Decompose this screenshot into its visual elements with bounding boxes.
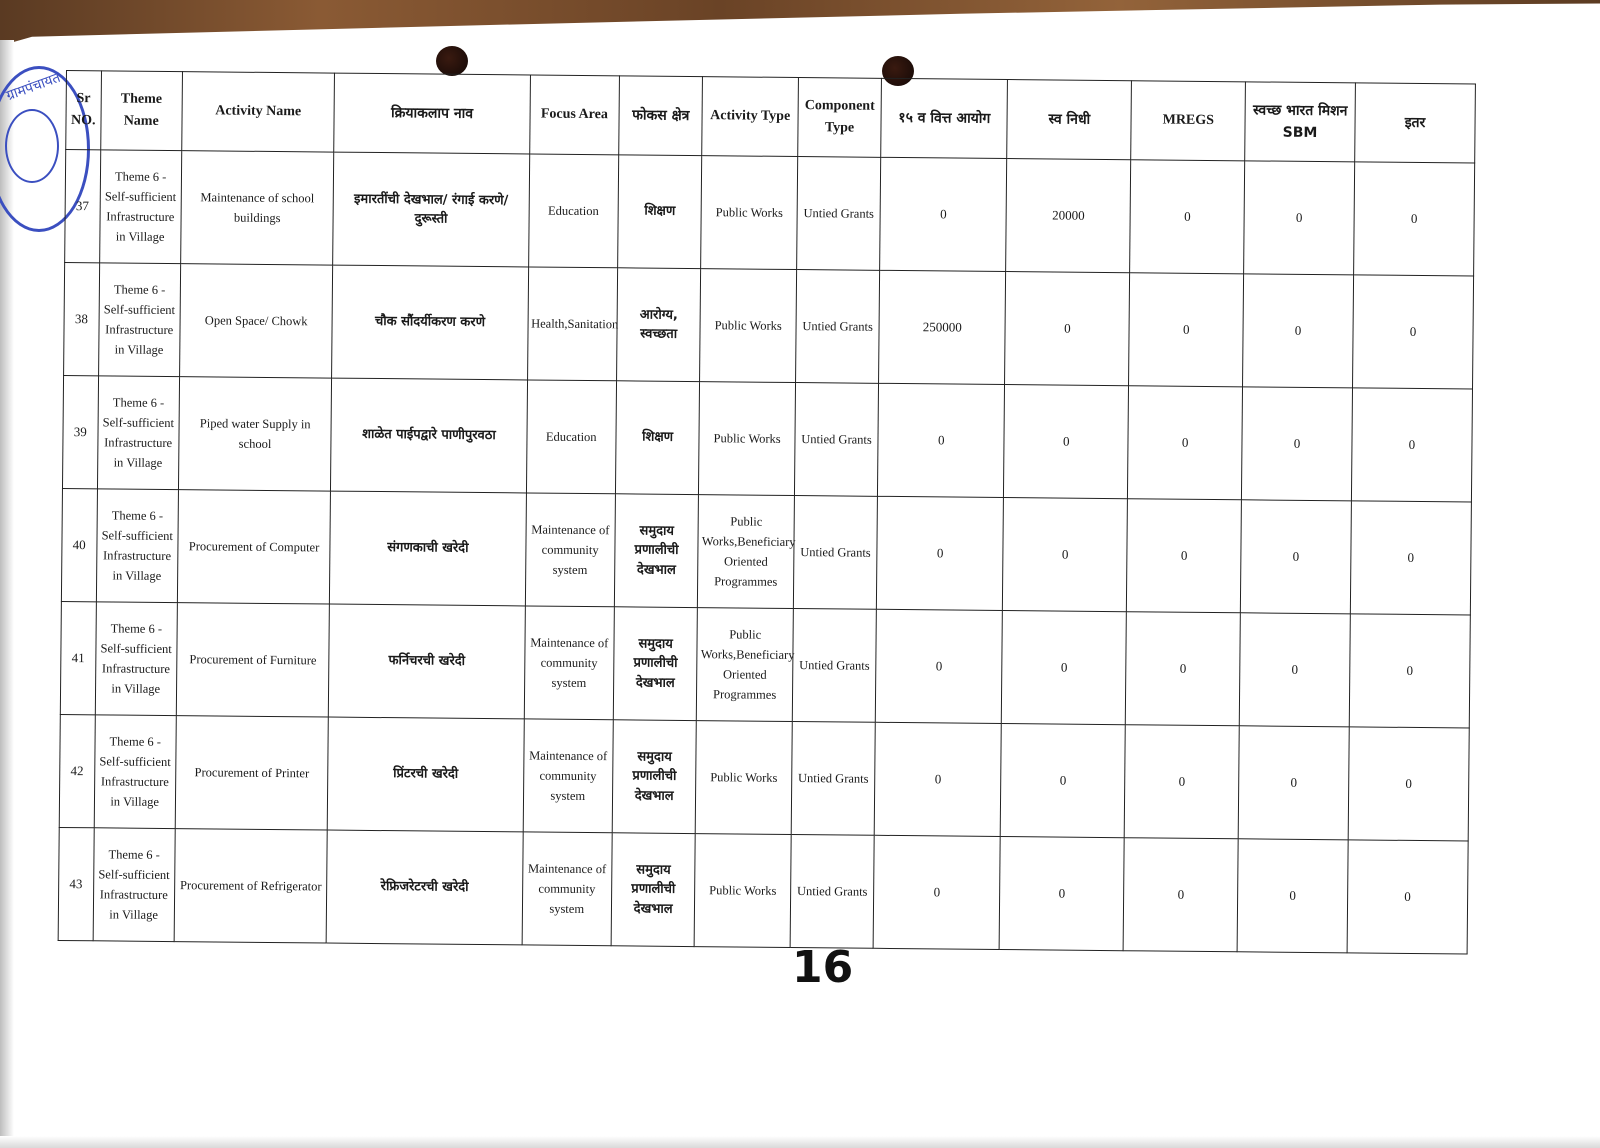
cell-sr: 38 bbox=[64, 262, 100, 375]
cell-sr: 41 bbox=[60, 601, 96, 714]
stamp-text: ग्रामपंचायत bbox=[4, 69, 63, 105]
cell-mregs: 0 bbox=[1123, 838, 1238, 952]
header-activity-type: Activity Type bbox=[702, 77, 798, 157]
cell-theme: Theme 6 - Self-sufficient Infrastructure in Village bbox=[99, 150, 181, 264]
cell-activity: Maintenance of school buildings bbox=[181, 151, 335, 265]
cell-focus-marathi: समुदाय प्रणालीची देखभाल bbox=[613, 607, 697, 721]
cell-sr: 40 bbox=[61, 488, 97, 601]
cell-focus-marathi: समुदाय प्रणालीची देखभाल bbox=[611, 833, 695, 947]
cell-mregs: 0 bbox=[1128, 386, 1243, 500]
cell-activity: Procurement of Refrigerator bbox=[174, 829, 328, 943]
cell-activity-type: Public Works,Beneficiary Oriented Programmes bbox=[698, 495, 795, 609]
cell-sbm: 0 bbox=[1244, 161, 1355, 275]
cell-focus-marathi: समुदाय प्रणालीची देखभाल bbox=[612, 720, 696, 834]
cell-other: 0 bbox=[1349, 614, 1470, 728]
cell-mregs: 0 bbox=[1127, 499, 1242, 613]
cell-activity-type: Public Works bbox=[696, 721, 793, 835]
header-theme-name: Theme Name bbox=[100, 71, 182, 151]
table-row bbox=[61, 488, 1471, 615]
header-focus-area: Focus Area bbox=[529, 75, 619, 155]
cell-own-fund: 20000 bbox=[1006, 159, 1131, 273]
cell-focus: Maintenance of community system bbox=[525, 493, 616, 607]
cell-fc15: 0 bbox=[878, 383, 1005, 497]
cell-activity: Procurement of Computer bbox=[177, 490, 331, 604]
cell-fc15: 0 bbox=[873, 835, 1000, 949]
cell-focus-marathi: शिक्षण bbox=[618, 155, 702, 269]
cell-mregs: 0 bbox=[1129, 273, 1244, 387]
cell-activity-type: Public Works bbox=[694, 834, 791, 948]
cell-focus: Health,Sanitation bbox=[527, 267, 618, 381]
cell-sr: 42 bbox=[59, 714, 95, 827]
cell-activity-marathi: इमारतींची देखभाल/ रंगाई करणे/ दुरूस्ती bbox=[333, 152, 529, 267]
cell-focus: Maintenance of community system bbox=[524, 606, 615, 720]
cell-focus-marathi: आरोग्य, स्वच्छता bbox=[617, 268, 701, 382]
cell-focus: Education bbox=[526, 380, 617, 494]
cell-fc15: 0 bbox=[874, 722, 1001, 836]
cell-focus: Maintenance of community system bbox=[523, 719, 614, 833]
cell-sbm: 0 bbox=[1241, 500, 1352, 614]
cell-sr: 43 bbox=[58, 827, 94, 940]
page-number: 16 bbox=[792, 942, 854, 993]
cell-mregs: 0 bbox=[1126, 612, 1241, 726]
cell-sbm: 0 bbox=[1238, 726, 1349, 840]
cell-own-fund: 0 bbox=[1004, 385, 1129, 499]
cell-component-type: Untied Grants bbox=[791, 722, 875, 836]
cell-component-type: Untied Grants bbox=[790, 834, 874, 948]
cell-theme: Theme 6 - Self-sufficient Infrastructure in Village bbox=[97, 376, 179, 490]
cell-other: 0 bbox=[1348, 727, 1469, 841]
header-own-fund: स्व निधी bbox=[1007, 80, 1132, 160]
header-15th-finance-commission: १५ व वित्त आयोग bbox=[881, 78, 1008, 158]
cell-other: 0 bbox=[1347, 840, 1468, 954]
cell-focus-marathi: समुदाय प्रणालीची देखभाल bbox=[614, 494, 698, 608]
header-activity-name-marathi: क्रियाकलाप नाव bbox=[334, 73, 530, 154]
cell-sr: 39 bbox=[62, 375, 98, 488]
activity-table-container bbox=[58, 70, 1476, 954]
cell-activity-type: Public Works bbox=[701, 156, 798, 270]
table-row bbox=[64, 262, 1474, 389]
header-sr-no: Sr NO. bbox=[66, 71, 101, 150]
cell-component-type: Untied Grants bbox=[797, 157, 881, 271]
cell-sr: 37 bbox=[65, 150, 101, 263]
cell-sbm: 0 bbox=[1239, 613, 1350, 727]
table-row bbox=[58, 827, 1468, 954]
cell-theme: Theme 6 - Self-sufficient Infrastructure in Village bbox=[95, 602, 177, 716]
cell-activity-type: Public Works,Beneficiary Oriented Programmes bbox=[697, 608, 794, 722]
cell-theme: Theme 6 - Self-sufficient Infrastructure in Village bbox=[96, 489, 178, 603]
cell-theme: Theme 6 - Self-sufficient Infrastructure in Village bbox=[94, 715, 176, 829]
cell-activity-type: Public Works bbox=[699, 382, 796, 496]
cell-activity: Procurement of Furniture bbox=[176, 603, 330, 717]
header-other: इतर bbox=[1355, 83, 1476, 163]
table-row bbox=[59, 714, 1469, 841]
page-bottom-edge bbox=[0, 1136, 1600, 1148]
header-component-type: Component Type bbox=[798, 78, 882, 158]
cell-theme: Theme 6 - Self-sufficient Infrastructure in Village bbox=[98, 263, 180, 377]
cell-focus: Maintenance of community system bbox=[522, 832, 613, 946]
cell-sbm: 0 bbox=[1243, 274, 1354, 388]
cell-activity-marathi: फर्निचरची खरेदी bbox=[329, 604, 525, 719]
cell-activity-marathi: शाळेत पाईपद्वारे पाणीपुरवठा bbox=[331, 378, 527, 493]
cell-fc15: 250000 bbox=[879, 270, 1006, 384]
cell-focus-marathi: शिक्षण bbox=[615, 381, 699, 495]
cell-activity-marathi: रेफ्रिजरेटरची खरेदी bbox=[326, 830, 522, 945]
table-header-row bbox=[66, 71, 1476, 164]
cell-component-type: Untied Grants bbox=[795, 270, 879, 384]
cell-other: 0 bbox=[1351, 388, 1472, 502]
cell-activity-marathi: प्रिंटरची खरेदी bbox=[328, 717, 524, 832]
header-activity-name: Activity Name bbox=[182, 72, 335, 152]
header-swachh-bharat-sbm: स्वच्छ भारत मिशन SBM bbox=[1245, 82, 1356, 162]
header-mregs: MREGS bbox=[1131, 81, 1246, 161]
cell-fc15: 0 bbox=[877, 496, 1004, 610]
cell-activity-marathi: संगणकाची खरेदी bbox=[330, 491, 526, 606]
cell-sbm: 0 bbox=[1242, 387, 1353, 501]
header-focus-area-marathi: फोकस क्षेत्र bbox=[619, 76, 703, 156]
cell-mregs: 0 bbox=[1124, 725, 1239, 839]
cell-own-fund: 0 bbox=[1000, 724, 1125, 838]
stamp-emblem bbox=[5, 109, 59, 183]
table-row bbox=[62, 375, 1472, 502]
cell-own-fund: 0 bbox=[1005, 272, 1130, 386]
cell-mregs: 0 bbox=[1130, 160, 1245, 274]
activity-table bbox=[58, 70, 1476, 954]
cell-own-fund: 0 bbox=[1003, 498, 1128, 612]
cell-theme: Theme 6 - Self-sufficient Infrastructure in Village bbox=[93, 828, 175, 942]
table-row bbox=[60, 601, 1470, 728]
cell-other: 0 bbox=[1352, 275, 1473, 389]
cell-sbm: 0 bbox=[1237, 839, 1348, 953]
cell-activity-type: Public Works bbox=[700, 269, 797, 383]
cell-own-fund: 0 bbox=[1002, 611, 1127, 725]
cell-focus: Education bbox=[528, 154, 619, 268]
cell-activity: Open Space/ Chowk bbox=[179, 264, 333, 378]
cell-activity: Procurement of Printer bbox=[175, 716, 329, 830]
cell-component-type: Untied Grants bbox=[794, 383, 878, 497]
cell-other: 0 bbox=[1350, 501, 1471, 615]
cell-fc15: 0 bbox=[880, 157, 1007, 271]
cell-own-fund: 0 bbox=[999, 837, 1124, 951]
cell-component-type: Untied Grants bbox=[792, 609, 876, 723]
cell-other: 0 bbox=[1354, 162, 1475, 276]
table-row bbox=[65, 150, 1475, 277]
cell-component-type: Untied Grants bbox=[793, 496, 877, 610]
punch-hole-left bbox=[436, 46, 468, 76]
cell-activity: Piped water Supply in school bbox=[178, 377, 332, 491]
cell-fc15: 0 bbox=[876, 609, 1003, 723]
cell-activity-marathi: चौक सौंदर्यीकरण करणे bbox=[332, 265, 528, 380]
